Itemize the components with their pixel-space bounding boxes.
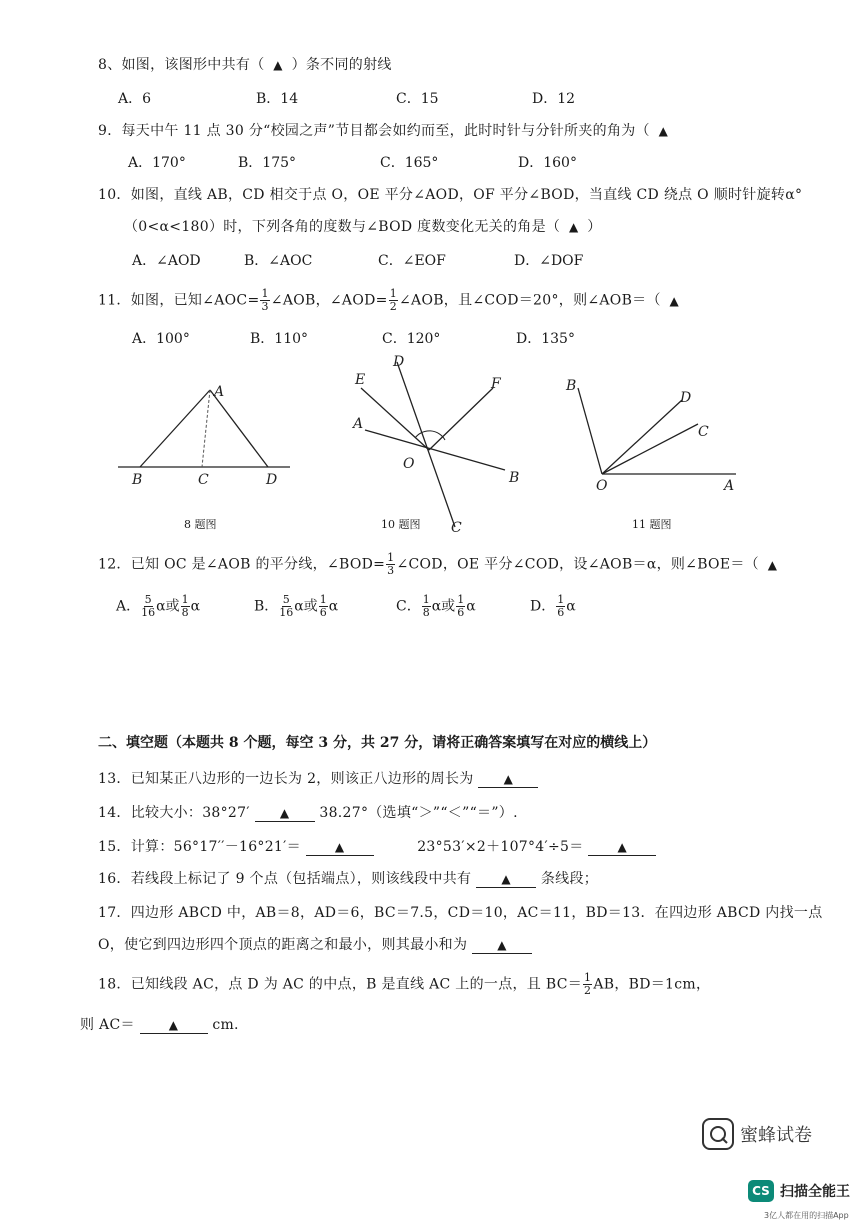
fraction — [556, 594, 565, 619]
fraction-numerator: 1 — [557, 593, 565, 606]
q11-stem-b: ∠AOB，∠AOD= — [270, 292, 388, 309]
q8-stem: 8、如图，该图形中共有（ — [98, 57, 265, 73]
question-11 — [98, 288, 683, 313]
q10-option-c: C．∠EOF — [378, 253, 446, 269]
fraction-denominator: 16 — [279, 606, 294, 619]
answer-blank-mark: ▲ — [168, 1018, 179, 1032]
q18-stem-b: AB，BD＝1cm， — [593, 976, 711, 993]
question-18-line2 — [80, 1014, 239, 1034]
fraction-numerator: 1 — [457, 593, 465, 606]
answer-blank-mark: ▲ — [497, 938, 507, 952]
fig11-label-b: B — [566, 378, 577, 394]
fraction-denominator: 8 — [181, 606, 189, 619]
fig11-label-a: A — [724, 478, 735, 494]
question-17-line2 — [98, 934, 532, 954]
fraction-numerator: 1 — [387, 551, 395, 564]
q16-stem-a: 16．若线段上标记了 9 个点（包括端点），则该线段中共有 — [98, 871, 472, 887]
q8-option-c: C．15 — [396, 91, 439, 107]
q10-stem: 10．如图，直线 AB，CD 相交于点 O，OE 平分∠AOD，OF 平分∠BOD，当直线 CD 绕点 O 顺时针旋转α° — [98, 187, 803, 203]
q8-option-b: B．14 — [256, 91, 299, 107]
fig8-caption: 8 题图 — [184, 518, 217, 531]
fig8-segment-ab — [140, 390, 210, 467]
q10-option-a: A．∠AOD — [132, 253, 201, 269]
fig11-label-d: D — [680, 390, 692, 406]
fraction-numerator: 1 — [389, 287, 397, 300]
answer-blank-mark: ▲ — [767, 557, 778, 572]
camscanner-logo-icon: CS — [748, 1180, 774, 1202]
answer-blank[interactable] — [476, 871, 536, 888]
q8-stem-end: ）条不同的射线 — [291, 57, 392, 73]
fig11-caption: 11 题图 — [632, 518, 672, 531]
q12-option-d — [530, 594, 576, 619]
question-10 — [98, 184, 802, 204]
q13-stem: 13．已知某正八边形的一边长为 2，则该正八边形的周长为 — [98, 771, 474, 787]
answer-blank[interactable] — [140, 1017, 208, 1034]
q12-option-a — [116, 594, 200, 619]
q12-stem-b: ∠COD，OE 平分∠COD，设∠AOB＝α，则∠BOE＝（ — [396, 556, 759, 573]
option-text: α — [328, 598, 339, 615]
q9-option-b: B．175° — [238, 155, 297, 171]
fraction — [583, 972, 592, 997]
q18-stem2-a: 则 AC＝ — [80, 1017, 135, 1033]
bee-logo-icon — [702, 1118, 734, 1150]
q16-stem-b: 条线段； — [540, 871, 599, 887]
fig10-label-f: F — [491, 376, 501, 392]
q11-option-a: A．100° — [132, 331, 190, 347]
fraction-denominator: 6 — [457, 606, 465, 619]
question-9 — [98, 120, 672, 140]
fig8-segment-ac — [202, 390, 210, 467]
fig10-label-o: O — [403, 456, 415, 472]
brand-watermark — [702, 1118, 812, 1150]
q11-option-c: C．120° — [382, 331, 441, 347]
q12-stem-a: 12．已知 OC 是∠AOB 的平分线，∠BOD= — [98, 556, 386, 573]
fraction-denominator: 3 — [261, 300, 269, 313]
option-text: α — [466, 598, 476, 615]
q9-stem: 9．每天中午 11 点 30 分“校园之声”节目都会如约而至，此时时针与分针所夹的角为（ — [98, 123, 650, 139]
fraction-numerator: 1 — [181, 593, 189, 606]
fig8-label-b: B — [132, 472, 143, 488]
fraction-numerator: 1 — [422, 593, 430, 606]
question-16 — [98, 868, 598, 888]
fig8-label-a: A — [214, 384, 225, 400]
answer-blank[interactable] — [255, 805, 315, 822]
answer-blank[interactable] — [478, 771, 538, 788]
fraction — [260, 288, 269, 313]
answer-blank-mark: ▲ — [617, 840, 628, 854]
fig10-ray-of — [429, 388, 493, 450]
question-12 — [98, 552, 781, 577]
fraction — [456, 594, 465, 619]
q9-option-d: D．160° — [518, 155, 577, 171]
fraction — [319, 594, 328, 619]
fraction-denominator: 2 — [389, 300, 397, 313]
question-14 — [98, 802, 518, 822]
fig10-label-b: B — [509, 470, 520, 486]
fig8-label-d: D — [266, 472, 278, 488]
question-18 — [98, 972, 710, 997]
fraction-denominator: 6 — [319, 606, 327, 619]
brand-name: 蜜蜂试卷 — [740, 1125, 812, 1146]
question-10-line2 — [124, 216, 602, 236]
option-label: D． — [530, 598, 556, 615]
answer-blank-mark: ▲ — [273, 58, 283, 72]
fraction — [386, 552, 395, 577]
q17-stem2: O，使它到四边形四个顶点的距离之和最小，则其最小和为 — [98, 937, 468, 953]
fraction — [181, 594, 190, 619]
fraction-denominator: 8 — [422, 606, 430, 619]
fraction — [389, 288, 398, 313]
fraction-denominator: 16 — [141, 606, 156, 619]
q11-stem-a: 11．如图，已知∠AOC= — [98, 292, 260, 309]
option-text: α — [566, 598, 576, 615]
answer-blank-mark: ▲ — [279, 806, 290, 820]
question-17 — [98, 902, 823, 922]
q11-option-d: D．135° — [516, 331, 575, 347]
fig10-label-e: E — [355, 372, 366, 388]
q15-stem-b: 23°53′×2＋107°4′÷5＝ — [417, 839, 584, 855]
answer-blank-mark: ▲ — [503, 772, 514, 786]
fig10-label-c: C — [451, 520, 462, 536]
q11-stem-c: ∠AOB，且∠COD＝20°，则∠AOB＝（ — [399, 292, 661, 309]
q10-stem2-end: ） — [587, 219, 602, 235]
q11-option-b: B．110° — [250, 331, 309, 347]
fraction — [422, 594, 431, 619]
q15-stem-a: 15．计算：56°17′′－16°21′＝ — [98, 839, 301, 855]
q18-stem-a: 18．已知线段 AC，点 D 为 AC 的中点，B 是直线 AC 上的一点，且 BC＝ — [98, 976, 583, 993]
fraction-numerator: 5 — [144, 593, 152, 606]
option-text: α或 — [156, 598, 180, 615]
answer-blank-mark: ▲ — [501, 872, 511, 886]
option-label: C． — [396, 598, 421, 615]
q18-stem2-b: cm. — [212, 1017, 239, 1033]
fraction-numerator: 5 — [282, 593, 290, 606]
q14-stem-a: 14．比较大小：38°27′ — [98, 805, 250, 821]
figure-8 — [110, 370, 300, 495]
fraction-numerator: 1 — [261, 287, 269, 300]
question-8 — [98, 54, 392, 74]
q17-stem: 17．四边形 ABCD 中，AB＝8，AD＝6，BC＝7.5，CD＝10，AC＝11，BD＝13．在四边形 ABCD 内找一点 — [98, 905, 823, 921]
figure-11 — [558, 372, 748, 497]
q10-stem2: （0<α<180）时，下列各角的度数与∠BOD 度数变化无关的角是（ — [124, 219, 561, 235]
fig11-ray-ob — [578, 388, 602, 474]
fraction-denominator: 2 — [584, 984, 592, 997]
fig10-ray-oe — [361, 388, 429, 450]
fraction — [141, 594, 155, 619]
fig10-label-a: A — [353, 416, 364, 432]
answer-blank-mark: ▲ — [334, 840, 345, 854]
section-2-title: 二、填空题（本题共 8 个题，每空 3 分，共 27 分，请将正确答案填写在对应的横线上） — [98, 735, 657, 751]
q12-option-b — [254, 594, 338, 619]
option-label: B． — [254, 598, 279, 615]
q10-option-d: D．∠DOF — [514, 253, 584, 269]
option-text: α — [190, 598, 201, 615]
fig11-label-c: C — [698, 424, 709, 440]
option-text: α或 — [294, 598, 318, 615]
scanner-name: 扫描全能王 — [780, 1184, 850, 1200]
fig8-segment-ad — [210, 390, 268, 467]
answer-blank-mark: ▲ — [568, 220, 579, 234]
fig11-ray-oc — [602, 424, 698, 474]
answer-blank[interactable] — [472, 937, 532, 954]
fig8-label-c: C — [198, 472, 209, 488]
fig10-label-d: D — [393, 354, 405, 370]
answer-blank[interactable] — [588, 839, 656, 856]
answer-blank-mark: ▲ — [658, 124, 669, 138]
q12-option-c — [396, 594, 476, 619]
q8-option-d: D．12 — [532, 91, 576, 107]
q9-option-c: C．165° — [380, 155, 439, 171]
question-13 — [98, 768, 538, 788]
scanner-footer — [748, 1180, 850, 1202]
scanner-tagline: 3亿人都在用的扫描App — [764, 1211, 849, 1220]
q10-option-b: B．∠AOC — [244, 253, 313, 269]
fraction-denominator: 6 — [557, 606, 565, 619]
fig10-line-ab — [365, 430, 505, 470]
answer-blank-mark: ▲ — [669, 293, 680, 308]
answer-blank[interactable] — [306, 839, 374, 856]
fraction-numerator: 1 — [319, 593, 327, 606]
fraction-numerator: 1 — [584, 971, 592, 984]
q8-option-a: A．6 — [118, 91, 152, 107]
q9-option-a: A．170° — [128, 155, 186, 171]
fig11-ray-od — [602, 400, 682, 474]
fig10-line-cd — [397, 362, 455, 527]
q14-stem-b: 38.27°（选填“＞”“＜”“＝”）. — [319, 805, 518, 821]
figure-10 — [345, 352, 535, 537]
fraction — [279, 594, 293, 619]
option-text: α或 — [431, 598, 456, 615]
option-label: A． — [116, 598, 141, 615]
fraction-denominator: 3 — [387, 564, 395, 577]
fig10-caption: 10 题图 — [381, 518, 421, 531]
fig11-label-o: O — [596, 478, 608, 494]
question-15 — [98, 836, 656, 856]
